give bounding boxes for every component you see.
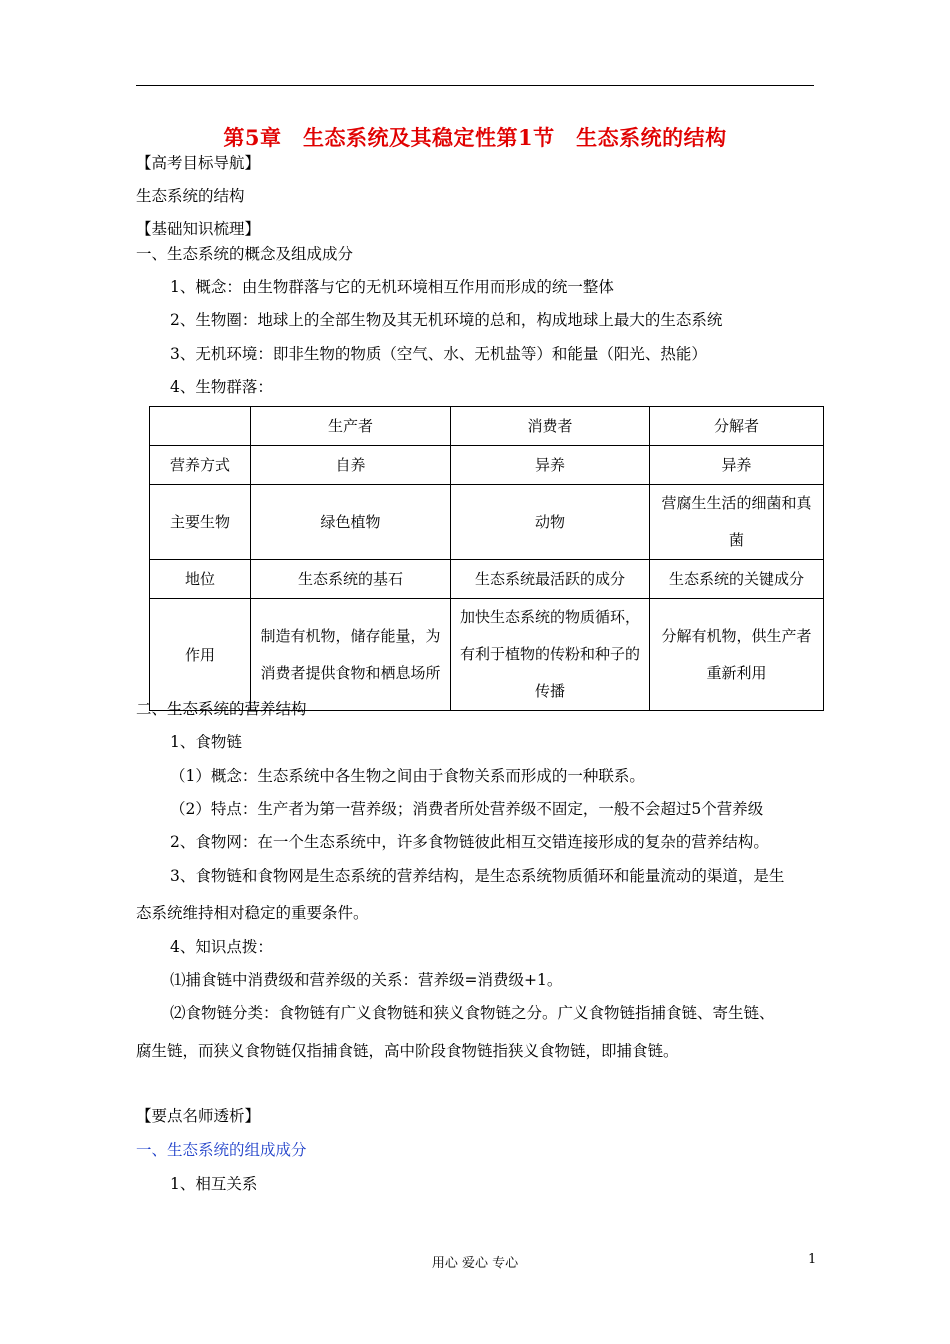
table-row — [150, 446, 824, 485]
table-row — [150, 560, 824, 599]
section1-heading: 一、生态系统的概念及组成成分 — [136, 245, 354, 263]
page-title: 第5章 生态系统及其稳定性第1节 生态系统的结构 — [223, 125, 727, 150]
row-label: 作用 — [150, 599, 251, 711]
section2-para3-line2: 态系统维持相对稳定的重要条件。 — [136, 904, 369, 922]
section1-item-environment: 3、无机环境：即非生物的物质（空气、水、无机盐等）和能量（阳光、热能） — [170, 345, 707, 363]
table-cell: 加快生态系统的物质循环，有利于植物的传粉和种子的传播 — [451, 599, 650, 711]
table-cell: 生态系统的关键成分 — [650, 560, 824, 599]
table-cell: 异养 — [451, 446, 650, 485]
table-cell: 动物 — [451, 485, 650, 560]
heading-teacher: 【要点名师透析】 — [136, 1107, 261, 1125]
row-label: 主要生物 — [150, 485, 251, 560]
table-header-cell: 生产者 — [251, 407, 451, 446]
section2-tip2-line2: 腐生链，而狭义食物链仅指捕食链，高中阶段食物链指狭义食物链，即捕食链。 — [136, 1042, 679, 1060]
table-cell: 生态系统最活跃的成分 — [451, 560, 650, 599]
table-cell: 制造有机物，储存能量，为消费者提供食物和栖息场所 — [251, 599, 451, 711]
section2-tip2-line1: ⑵食物链分类：食物链有广义食物链和狭义食物链之分。广义食物链指捕食链、寄生链、 — [170, 1004, 775, 1022]
table-header-row — [150, 407, 824, 446]
section3-heading: 一、生态系统的组成成分 — [136, 1141, 307, 1159]
table-cell: 绿色植物 — [251, 485, 451, 560]
table-header-cell: 消费者 — [451, 407, 650, 446]
section2-tip1: ⑴捕食链中消费级和营养级的关系：营养级=消费级+1。 — [170, 971, 563, 989]
header-rule — [136, 85, 814, 86]
row-label: 营养方式 — [150, 446, 251, 485]
target-text: 生态系统的结构 — [136, 187, 245, 205]
section1-item-concept: 1、概念：由生物群落与它的无机环境相互作用而形成的统一整体 — [170, 278, 614, 296]
table-row — [150, 599, 824, 711]
table-header-cell — [150, 407, 251, 446]
section2-para3-line1: 3、食物链和食物网是生态系统的营养结构，是生态系统物质循环和能量流动的渠道，是生 — [170, 867, 785, 885]
section2-food-web: 2、食物网：在一个生态系统中，许多食物链彼此相互交错连接形成的复杂的营养结构。 — [170, 833, 769, 851]
table-row — [150, 485, 824, 560]
section2-tips: 4、知识点拨： — [170, 938, 273, 956]
page-number: 1 — [808, 1252, 817, 1267]
table-header-cell: 分解者 — [650, 407, 824, 446]
table-cell: 自养 — [251, 446, 451, 485]
heading-basics: 【基础知识梳理】 — [136, 220, 261, 238]
section1-item-community: 4、生物群落： — [170, 378, 273, 396]
page-footer: 用心 爱心 专心 — [431, 1256, 519, 1271]
table-cell: 生态系统的基石 — [251, 560, 451, 599]
table-cell: 分解有机物，供生产者重新利用 — [650, 599, 824, 711]
table-cell: 营腐生生活的细菌和真菌 — [650, 485, 824, 560]
section3-item1: 1、相互关系 — [170, 1175, 258, 1193]
section1-item-biosphere: 2、生物圈：地球上的全部生物及其无机环境的总和，构成地球上最大的生态系统 — [170, 311, 723, 329]
community-table — [149, 406, 824, 711]
heading-target: 【高考目标导航】 — [136, 154, 261, 172]
row-label: 地位 — [150, 560, 251, 599]
section2-concept: （1）概念：生态系统中各生物之间由于食物关系而形成的一种联系。 — [170, 767, 645, 785]
section2-food-chain: 1、食物链 — [170, 733, 242, 751]
table-cell: 异养 — [650, 446, 824, 485]
section2-heading: 二、生态系统的营养结构 — [136, 700, 307, 718]
section2-feature: （2）特点：生产者为第一营养级；消费者所处营养级不固定，一般不会超过5个营养级 — [170, 800, 764, 818]
